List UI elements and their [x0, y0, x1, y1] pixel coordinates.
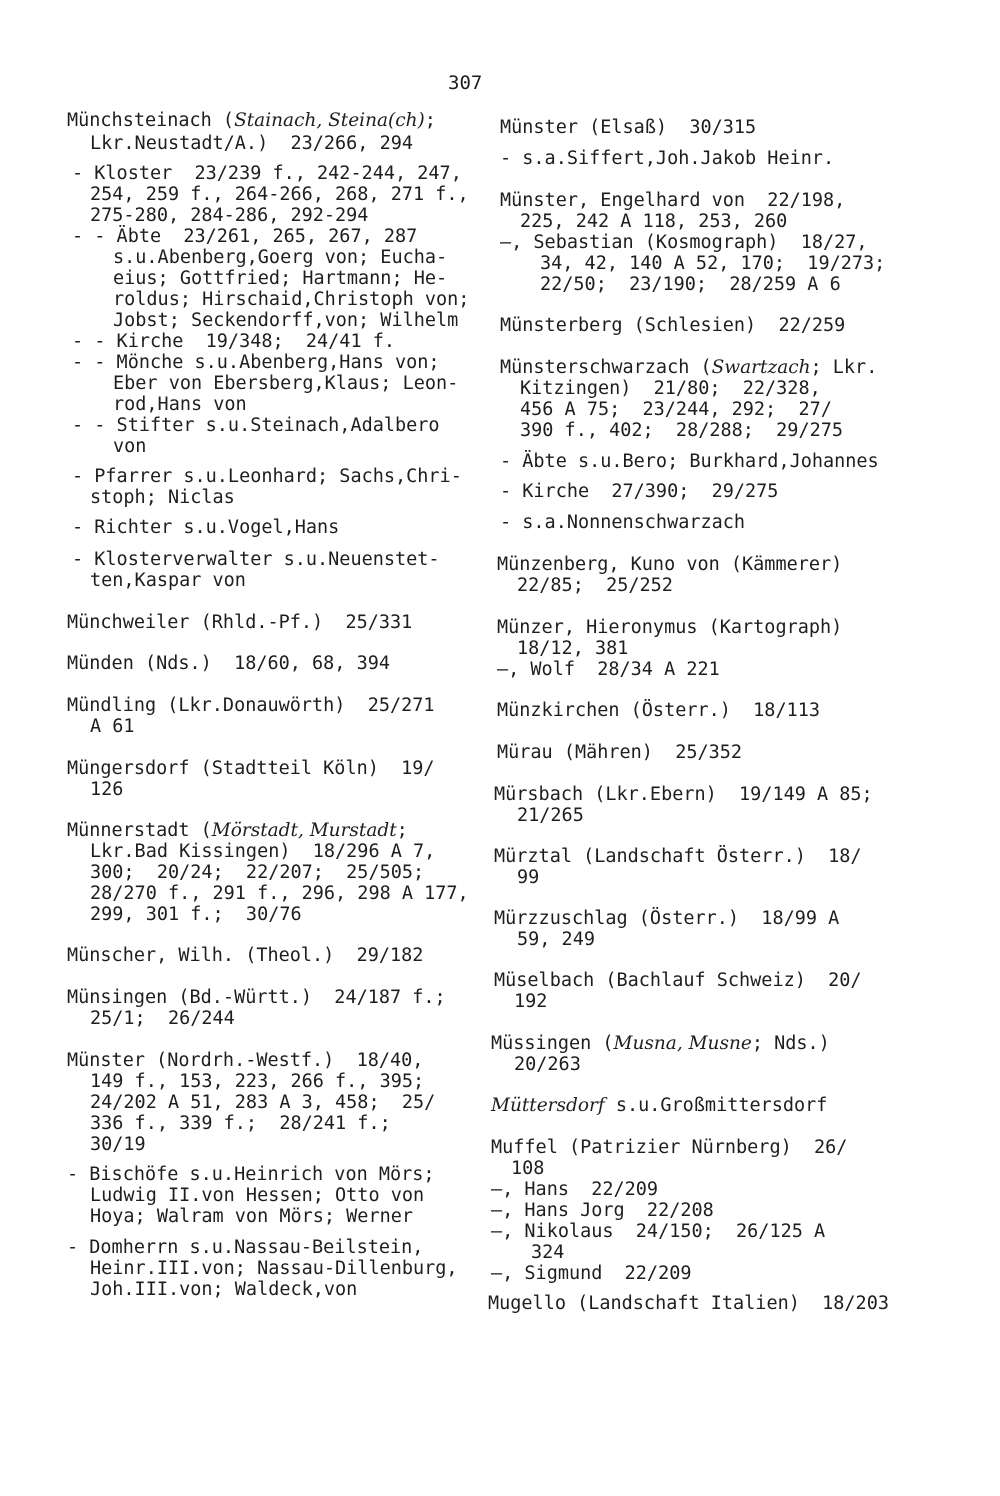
index-line [497, 659, 720, 680]
index-line [67, 987, 446, 1008]
text-segment: ; Lkr. [810, 357, 878, 378]
index-line [113, 373, 458, 394]
index-line [491, 1263, 691, 1284]
index-line [491, 1179, 658, 1200]
italic-text: Musna, Musne [613, 1033, 752, 1054]
text-segment: 20/263 [514, 1054, 581, 1075]
index-line [500, 148, 834, 169]
text-segment: 456 A 75; 23/244, 292; 27/ [520, 399, 832, 420]
index-line [491, 1137, 847, 1158]
text-segment: Mürau (Mähren) 25/352 [497, 742, 743, 763]
text-segment: —, Sebastian (Kosmograph) 18/27, [500, 232, 868, 253]
index-line [517, 805, 584, 826]
text-segment: Münscher, Wilh. (Theol.) 29/182 [67, 945, 424, 966]
index-line [540, 253, 885, 274]
index-line [90, 1113, 391, 1134]
text-segment: Jobst; Seckendorff,von; Wilhelm [113, 310, 459, 331]
text-segment: - Klosterverwalter s.u.Neuenstet- [72, 549, 440, 570]
text-segment: 126 [90, 779, 124, 800]
index-line [494, 970, 862, 991]
index-line [113, 268, 447, 289]
index-line [540, 274, 841, 295]
index-line [520, 399, 832, 420]
index-line [67, 1164, 435, 1185]
index-line [497, 700, 820, 721]
italic-text: Stainach, Steina(ch) [234, 110, 425, 131]
text-segment: 30/19 [90, 1134, 146, 1155]
text-segment: Münchsteinach ( [67, 110, 235, 131]
index-line [90, 716, 135, 737]
text-segment: Münster (Nordrh.-Westf.) 18/40, [67, 1050, 424, 1071]
index-line [72, 549, 440, 570]
text-segment: - Richter s.u.Vogel,Hans [72, 517, 340, 538]
text-segment: 336 f., 339 f.; 28/241 f.; [90, 1113, 391, 1134]
index-line [517, 867, 539, 888]
text-segment: 21/265 [517, 805, 584, 826]
text-segment: Ludwig II.von Hessen; Otto von [90, 1185, 425, 1206]
text-segment: 99 [517, 867, 540, 888]
text-segment: - Kloster 23/239 f., 242-244, 247, [72, 163, 462, 184]
index-line [67, 758, 435, 779]
index-line [90, 1092, 435, 1113]
text-segment: Münster (Elsaß) 30/315 [500, 117, 757, 138]
page-number: 307 [448, 72, 483, 94]
text-segment: - - Äbte 23/261, 265, 267, 287 [72, 226, 418, 247]
index-line [113, 289, 469, 310]
index-line [67, 110, 436, 131]
text-segment: 225, 242 A 118, 253, 260 [520, 211, 788, 232]
index-line [494, 908, 839, 929]
italic-text: Müttersdorf [491, 1095, 605, 1116]
text-segment: Mürzzuschlag (Österr.) 18/99 A [494, 908, 840, 929]
index-line [500, 451, 879, 472]
text-segment: ten,Kaspar von [90, 570, 246, 591]
index-line [113, 394, 247, 415]
index-line [72, 415, 440, 436]
text-segment: 192 [514, 991, 548, 1012]
text-segment: —, Hans Jorg 22/208 [491, 1200, 714, 1221]
index-line [90, 133, 413, 154]
index-line [90, 779, 123, 800]
text-segment: Münsterberg (Schlesien) 22/259 [500, 315, 846, 336]
index-line [517, 929, 595, 950]
text-segment: Mürztal (Landschaft Österr.) 18/ [494, 846, 862, 867]
index-line [72, 517, 339, 538]
text-segment: stoph; Niclas [90, 487, 235, 508]
text-segment: Münzenberg, Kuno von (Kämmerer) [497, 554, 843, 575]
index-line [113, 436, 146, 457]
text-segment: 275-280, 284-286, 292-294 [90, 205, 369, 226]
index-line [67, 653, 390, 674]
text-segment: - Domherrn s.u.Nassau-Beilstein, [67, 1237, 424, 1258]
index-line [514, 991, 547, 1012]
index-line [113, 310, 458, 331]
text-segment: Münchweiler (Rhld.-Pf.) 25/331 [67, 612, 413, 633]
index-line [517, 575, 673, 596]
index-line [90, 205, 368, 226]
text-segment: - Äbte s.u.Bero; Burkhard,Johannes [500, 451, 879, 472]
index-line [491, 1200, 714, 1221]
index-line [90, 904, 302, 925]
text-segment: Mugello (Landschaft Italien) 18/203 [488, 1293, 889, 1314]
text-segment: ; [396, 820, 408, 841]
text-segment: Müssingen ( [491, 1033, 614, 1054]
text-segment: ; Nds.) [751, 1033, 830, 1054]
index-line [90, 1206, 413, 1227]
index-line [514, 1054, 581, 1075]
text-segment: Münden (Nds.) 18/60, 68, 394 [67, 653, 391, 674]
text-segment: 24/202 A 51, 283 A 3, 458; 25/ [90, 1092, 436, 1113]
index-line [520, 211, 787, 232]
text-segment: 300; 20/24; 22/207; 25/505; [90, 862, 425, 883]
text-segment: - Pfarrer s.u.Leonhard; Sachs,Chri- [72, 466, 462, 487]
text-segment: 28/270 f., 291 f., 296, 298 A 177, [90, 883, 469, 904]
text-segment: 25/1; 26/244 [90, 1008, 235, 1029]
index-line [72, 226, 417, 247]
index-line [90, 883, 469, 904]
index-line [90, 1008, 235, 1029]
text-segment: —, Wolf 28/34 A 221 [497, 659, 720, 680]
text-segment: A 61 [90, 716, 135, 737]
text-segment: 108 [511, 1158, 545, 1179]
index-line [491, 1221, 825, 1242]
index-line [511, 1158, 544, 1179]
index-line [500, 481, 778, 502]
index-line [67, 945, 423, 966]
index-line [72, 352, 440, 373]
index-line [90, 1279, 357, 1300]
index-line [72, 163, 462, 184]
index-line [494, 846, 862, 867]
text-segment: 22/50; 23/190; 28/259 A 6 [540, 274, 841, 295]
text-segment: - Kirche 27/390; 29/275 [500, 481, 779, 502]
text-segment: 324 [531, 1242, 565, 1263]
index-line [497, 554, 842, 575]
text-segment: 34, 42, 140 A 52, 170; 19/273; [540, 253, 886, 274]
text-segment: - - Mönche s.u.Abenberg,Hans von; [72, 352, 440, 373]
text-segment: Joh.III.von; Waldeck,von [90, 1279, 358, 1300]
text-segment: Münsterschwarzach ( [500, 357, 712, 378]
text-segment: roldus; Hirschaid,Christoph von; [113, 289, 470, 310]
text-segment: Münzkirchen (Österr.) 18/113 [497, 700, 821, 721]
index-line [488, 1293, 889, 1314]
index-line [67, 1237, 423, 1258]
text-segment: Mürsbach (Lkr.Ebern) 19/149 A 85; [494, 784, 873, 805]
text-segment: Münster, Engelhard von 22/198, [500, 190, 846, 211]
index-line [497, 742, 742, 763]
text-segment: Lkr.Bad Kissingen) 18/296 A 7, [90, 841, 436, 862]
text-segment: s.u.Abenberg,Goerg von; Eucha- [113, 247, 448, 268]
index-line [90, 570, 246, 591]
index-line [90, 184, 469, 205]
text-segment: —, Nikolaus 24/150; 26/125 A [491, 1221, 826, 1242]
index-line [90, 1258, 458, 1279]
text-segment: 18/12, 381 [517, 638, 629, 659]
index-line [500, 190, 845, 211]
index-line [520, 420, 843, 441]
text-segment: - s.a.Siffert,Joh.Jakob Heinr. [500, 148, 835, 169]
italic-text: Mörstadt, Murstadt [211, 820, 397, 841]
text-segment: - Bischöfe s.u.Heinrich von Mörs; [67, 1164, 435, 1185]
index-line [90, 862, 424, 883]
text-segment: rod,Hans von [113, 394, 247, 415]
index-line [90, 1071, 424, 1092]
index-line [90, 1185, 424, 1206]
index-line [72, 331, 395, 352]
index-line [90, 1134, 146, 1155]
text-segment: 254, 259 f., 264-266, 268, 271 f., [90, 184, 469, 205]
index-line [517, 638, 628, 659]
text-segment: ; [424, 110, 436, 131]
text-segment: Hoya; Walram von Mörs; Werner [90, 1206, 414, 1227]
index-line [491, 1033, 830, 1054]
index-line [500, 512, 745, 533]
text-segment: Lkr.Neustadt/A.) 23/266, 294 [90, 133, 414, 154]
text-segment: - s.a.Nonnenschwarzach [500, 512, 746, 533]
index-line [67, 820, 408, 841]
index-line [500, 357, 877, 378]
index-line [500, 117, 756, 138]
index-line [497, 617, 842, 638]
text-segment: Münsingen (Bd.-Württ.) 24/187 f.; [67, 987, 446, 1008]
text-segment: Kitzingen) 21/80; 22/328, [520, 378, 821, 399]
text-segment: —, Sigmund 22/209 [491, 1263, 692, 1284]
text-segment: Müngersdorf (Stadtteil Köln) 19/ [67, 758, 435, 779]
text-segment: —, Hans 22/209 [491, 1179, 659, 1200]
text-segment: 22/85; 25/252 [517, 575, 673, 596]
index-line [67, 1050, 423, 1071]
index-line [113, 247, 447, 268]
text-segment: Münzer, Hieronymus (Kartograph) [497, 617, 843, 638]
index-line [500, 315, 845, 336]
index-line [67, 612, 412, 633]
text-segment: Muffel (Patrizier Nürnberg) 26/ [491, 1137, 848, 1158]
text-segment: s.u.Großmittersdorf [604, 1095, 828, 1116]
index-line [67, 695, 435, 716]
text-segment: Heinr.III.von; Nassau-Dillenburg, [90, 1258, 458, 1279]
text-segment: 390 f., 402; 28/288; 29/275 [520, 420, 844, 441]
italic-text: Swartzach [711, 357, 811, 378]
index-line [90, 487, 235, 508]
text-segment: Müselbach (Bachlauf Schweiz) 20/ [494, 970, 862, 991]
index-line [491, 1095, 827, 1116]
text-segment: 149 f., 153, 223, 266 f., 395; [90, 1071, 425, 1092]
index-line [531, 1242, 564, 1263]
text-segment: - - Stifter s.u.Steinach,Adalbero [72, 415, 440, 436]
text-segment: 59, 249 [517, 929, 595, 950]
index-line [494, 784, 873, 805]
text-segment: Münnerstadt ( [67, 820, 212, 841]
text-segment: Eber von Ebersberg,Klaus; Leon- [113, 373, 459, 394]
index-line [520, 378, 821, 399]
text-segment: Mündling (Lkr.Donauwörth) 25/271 [67, 695, 435, 716]
text-segment: - - Kirche 19/348; 24/41 f. [72, 331, 396, 352]
index-line [500, 232, 868, 253]
text-segment: eius; Gottfried; Hartmann; He- [113, 268, 448, 289]
text-segment: 299, 301 f.; 30/76 [90, 904, 302, 925]
text-segment: von [113, 436, 147, 457]
index-line [72, 466, 462, 487]
index-line [90, 841, 435, 862]
